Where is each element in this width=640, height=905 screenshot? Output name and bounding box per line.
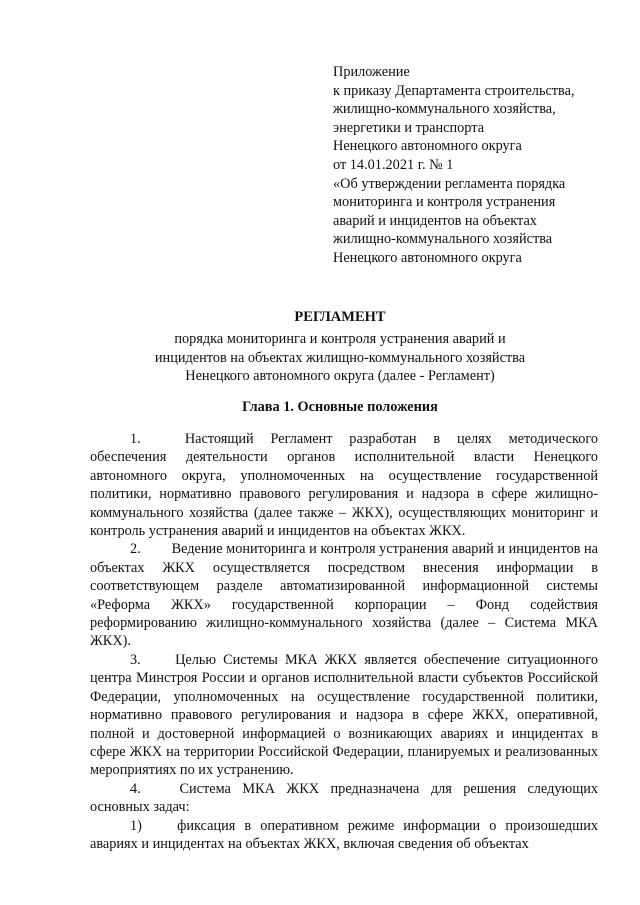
paragraph-text: Ведение мониторинга и контроля устранения аварий и инцидентов на объектах ЖКХ осуществляется посредством внесения информации в соответствующем разделе автоматизированной информационной системы «Реформа ЖКХ» государственной корпорации – Фонд содействия реформированию жилищно-коммунального хозяйства (далее – Система МКА ЖКХ). [90, 541, 598, 650]
chapter-heading: Глава 1. Основные положения [242, 399, 438, 415]
paragraph-text: Настоящий Регламент разработан в целях методического обеспечения деятельности органов исполнительной власти Ненецкого автономного округа, уполномоченных на осуществление государственной политики, нормативно правового регулирования и надзора в сфере жилищно-коммунального хозяйства (далее также – ЖКХ), осуществляющих мониторинг и контроль устранения аварий и инцидентов на объектах ЖКХ. [90, 431, 598, 540]
paragraph [90, 540, 598, 650]
appendix-line: мониторинга и контроля устранения [333, 194, 556, 211]
document-subtitle [90, 330, 590, 386]
appendix-line: от 14.01.2021 г. № 1 [333, 156, 454, 173]
paragraph-text: Система МКА ЖКХ предназначена для решения следующих основных задач: [90, 780, 599, 816]
appendix-line: Ненецкого автономного округа [333, 138, 522, 155]
document-body [90, 430, 598, 853]
appendix-line: Ненецкого автономного округа [333, 249, 522, 266]
paragraph [90, 780, 598, 817]
appendix-line: энергетики и транспорта [333, 119, 485, 136]
appendix-line: аварий и инцидентов на объектах [333, 212, 537, 229]
paragraph-number: 4. [130, 780, 141, 797]
appendix-line: к приказу Департамента строительства, [333, 82, 575, 99]
paragraph [90, 430, 598, 540]
appendix-line: жилищно-коммунального хозяйства [333, 231, 553, 248]
paragraph-number: 2. [130, 541, 141, 558]
paragraph-text: Целью Системы МКА ЖКХ является обеспечение ситуационного центра Минстроя России и органов исполнительной власти субъектов Российской Федерации, уполномоченных на осуществление государственной политики, нормативно правового регулирования и надзора в сфере ЖКХ, оперативной, полной и достоверной информацией о возникающих авариях и инцидентах в сфере ЖКХ на территории Российской Федерации, планируемых и реализованных мероприятиях по их устранению. [90, 651, 598, 779]
subtitle-line: инцидентов на объектах жилищно-коммунального хозяйства [154, 349, 526, 366]
subtitle-line: порядка мониторинга и контроля устранения аварий и [174, 331, 506, 347]
appendix-block [333, 63, 618, 268]
paragraph-text: фиксация в оперативном режиме информации о произошедших авариях и инцидентах на объектах ЖКХ, включая сведения об объектах [90, 817, 598, 852]
appendix-line: «Об утверждении регламента порядка [333, 175, 566, 192]
paragraph-number: 3. [130, 651, 141, 668]
subtitle-line: Ненецкого автономного округа (далее - Регламент) [185, 368, 495, 384]
paragraph-number: 1) [130, 817, 142, 834]
paragraph [90, 817, 598, 854]
document-title: РЕГЛАМЕНТ [294, 309, 386, 325]
paragraph-number: 1. [130, 431, 141, 447]
appendix-line: Приложение [333, 64, 410, 80]
appendix-line: жилищно-коммунального хозяйства, [333, 101, 556, 118]
paragraph [90, 651, 598, 780]
